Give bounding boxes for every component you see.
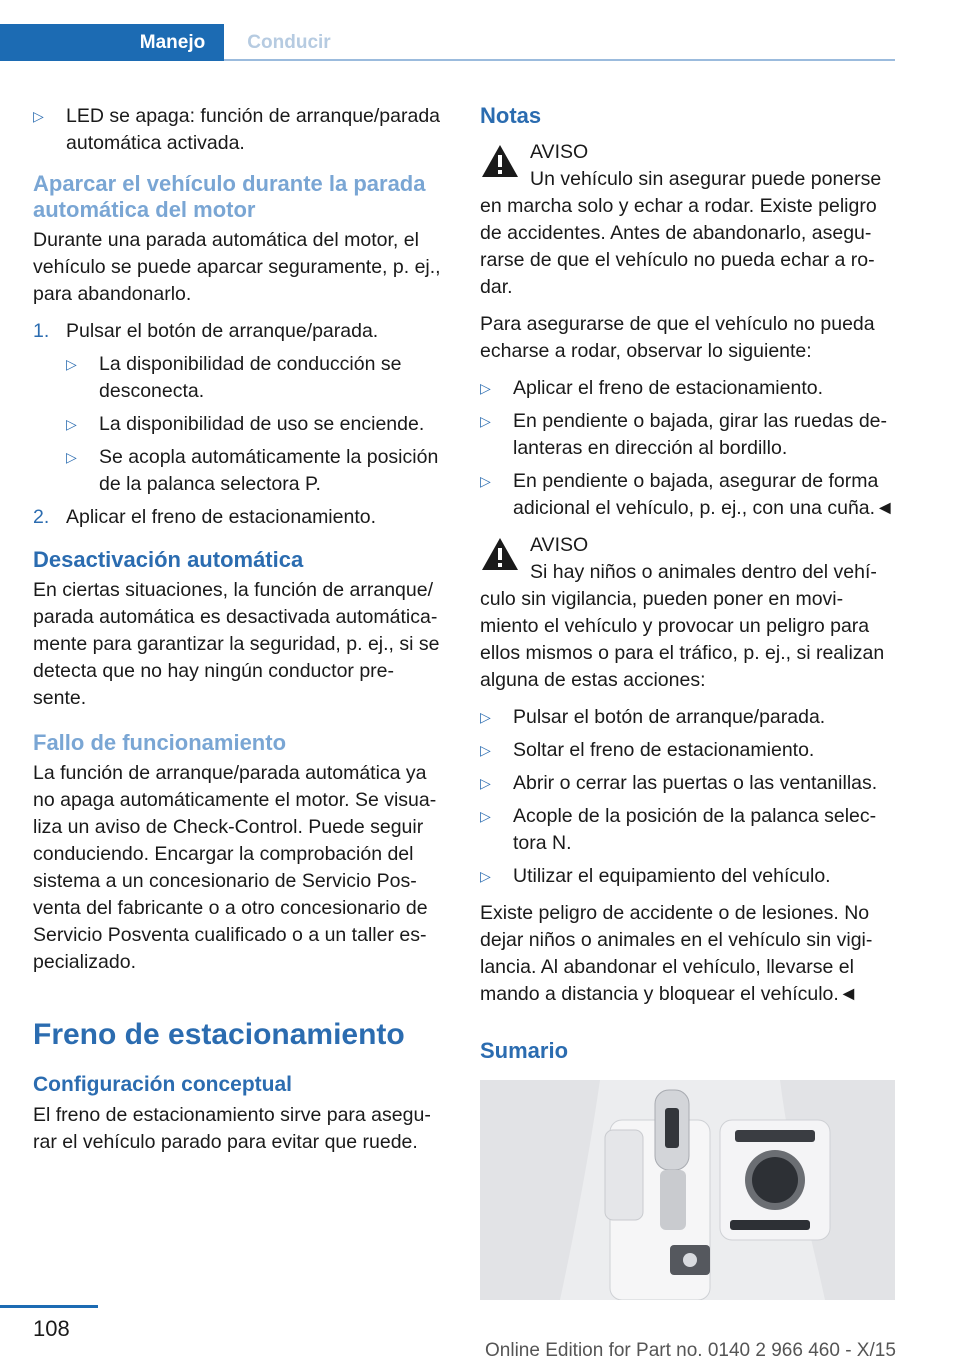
triangle-right-icon: ▷ [66,416,77,432]
paragraph: Existe peligro de accidente o de lesiones. No dejar niños o animales en el vehículo sin vigi‐ lancia. Al abandonar el vehículo, llevarse el mando a distancia y bloquear el vehículo.◄ [480,902,873,1005]
list-item: ▷ Soltar el freno de estacionamiento. [480,737,895,764]
main-heading: Freno de estacionamiento [33,1018,405,1051]
footer-edition: Online Edition for Part no. 0140 2 966 460 - X/15 [485,1340,896,1361]
triangle-right-icon: ▷ [480,868,491,884]
list-item: ▷ Aplicar el freno de estacionamiento. [480,375,895,402]
triangle-right-icon: ▷ [480,808,491,824]
list-item: ▷ Utilizar el equipamiento del vehículo. [480,863,895,890]
list-item: ▷ En pendiente o bajada, asegurar de forma adicional el vehículo, p. ej., con una cuña.◄ [480,470,895,519]
triangle-right-icon: ▷ [480,413,491,429]
sub-text: El freno de estacionamiento sirve para asegu‐ rar el vehículo parado para evitar que ruede. [33,1104,431,1153]
right-column [480,103,895,1300]
triangle-right-icon: ▷ [480,709,491,725]
list-item: ▷ Pulsar el botón de arranque/parada. [480,704,895,731]
tab-manejo[interactable]: Manejo [121,24,224,61]
section-heading-desactivacion: Desactivación automática [33,547,304,572]
summary-heading: Sumario [480,1038,569,1063]
warning-box [480,532,895,694]
list-item: ▷ En pendiente o bajada, girar las ruedas de‐ lanteras en dirección al bordillo. [480,410,888,459]
list-item: ▷ Acople de la posición de la palanca selec‐ tora N. [480,805,877,854]
warning-text: Un vehículo sin asegurar puede ponerse en marcha solo y echar a rodar. Existe peligro de accidentes. Antes de abandonarlo, asegu‐ rarse de que el vehículo no pueda echar a ro‐ dar. [480,168,882,298]
list-item: ▷ Abrir o cerrar las puertas o las ventanillas. [480,770,895,797]
tab-conducir[interactable]: Conducir [247,32,331,53]
page-number: 108 [33,1316,70,1341]
list-item: ▷ La disponibilidad de conducción se desconecta. [66,353,402,402]
triangle-right-icon: ▷ [66,356,77,372]
warning-text: Si hay niños o animales dentro del vehí‐ culo sin vigilancia, pueden poner en movi‐ miento el vehículo y provocar un peligro para ellos mismos o para el tráfico, p. ej., si realizan alguna de estas acciones: [480,561,885,691]
steps-list [33,318,447,531]
step-item: 1. Pulsar el botón de arranque/parada. ▷ La disponibilidad de conducción se desconecta. ▷ La disponibilidad de uso se enciende. ▷ Se acopla automáticamente la posición de la palanca selectora P. [33,318,447,498]
sub-heading: Configuración conceptual [33,1073,293,1096]
header-underline [224,59,895,61]
section-heading-fallo: Fallo de funcionamiento [33,730,287,755]
section-text-fallo: La función de arranque/parada automática ya no apaga automáticamente el motor. Se visua‐ liza un aviso de Check-Control. Puede seguir conduciendo. Encargar la comprobación del sistema a un concesionario de Servicio Pos‐ venta del fabricante o a otro concesionario de Servicio Posventa cualificado o a un taller es‐ pecializado. [33,762,437,973]
warning-title: AVISO [530,534,589,556]
triangle-right-icon: ▷ [480,473,491,489]
footer-line [0,1305,98,1308]
warning-title: AVISO [530,141,589,163]
section-text-desactivacion: En ciertas situaciones, la función de arranque/ parada automática es desactivada automática‐ mente para garantizar la seguridad, p. ej., si se detecta que no hay ningún conductor pre‐ sente. [33,579,440,709]
bullet-list [480,375,895,522]
triangle-right-icon: ▷ [480,380,491,396]
led-bullet-list [33,103,447,157]
triangle-right-icon: ▷ [33,108,44,124]
header-tabbar [0,24,895,61]
list-item: ▷ LED se apaga: función de arranque/parada automática activada. [33,105,441,154]
warning-box [480,139,895,301]
section-text-aparcar: Durante una parada automática del motor, el vehículo se puede aparcar seguramente, p. ej., para abandonarlo. [33,229,441,305]
triangle-right-icon: ▷ [66,449,77,465]
triangle-right-icon: ▷ [480,742,491,758]
sub-bullet-list [66,351,447,498]
paragraph: Para asegurarse de que el vehículo no pueda echarse a rodar, observar lo siguiente: [480,313,875,362]
warning-triangle-icon [480,536,520,572]
list-item: ▷ La disponibilidad de uso se enciende. [66,411,447,438]
warning-triangle-icon [480,143,520,179]
section-heading-aparcar: Aparcar el vehículo durante la parada automática del motor [33,171,426,222]
list-item: ▷ Se acopla automáticamente la posición de la palanca selectora P. [66,446,439,495]
header-blank-block [0,24,121,61]
left-column [33,103,447,1166]
center-console-photo [480,1080,895,1300]
bullet-list [480,704,895,890]
triangle-right-icon: ▷ [480,775,491,791]
step-item: 2. Aplicar el freno de estacionamiento. [33,506,377,528]
notes-heading: Notas [480,103,542,128]
